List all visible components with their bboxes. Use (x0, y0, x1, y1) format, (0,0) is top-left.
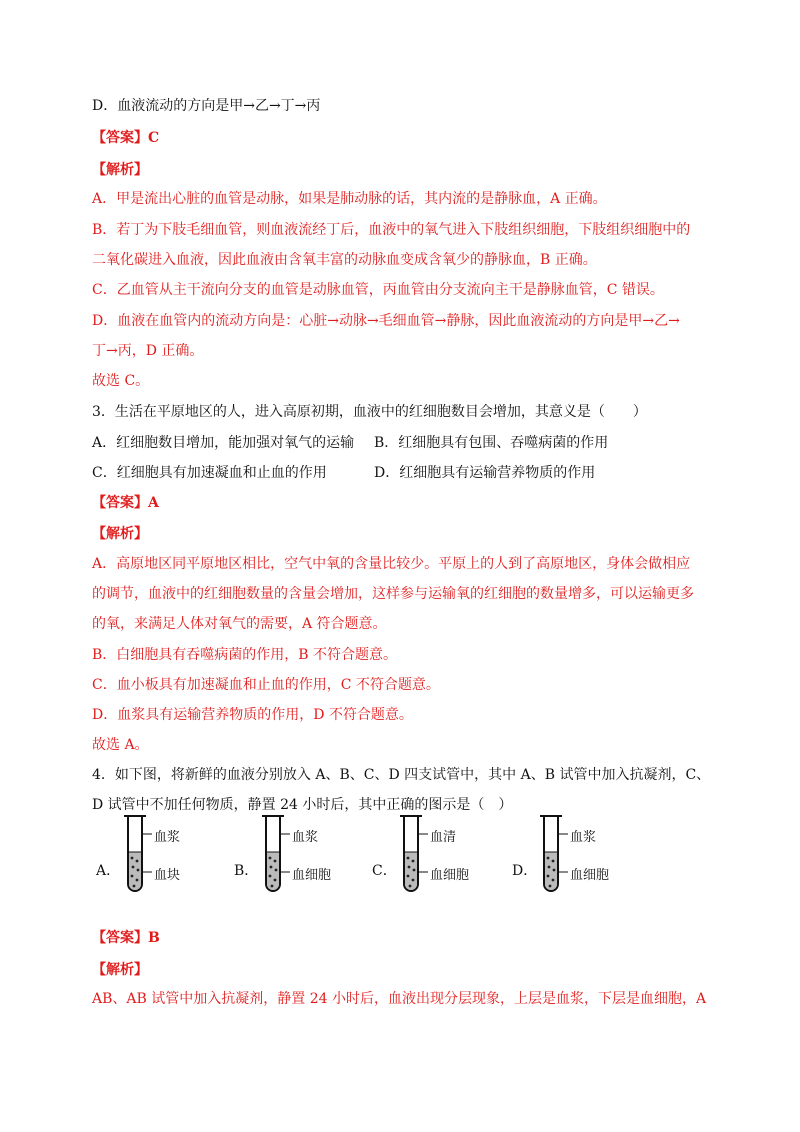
tube-bottom-label: 血细胞 (292, 868, 332, 883)
q3-option-a: A．红细胞数目增加，能加强对氧气的运输 (92, 435, 355, 451)
q2-analysis-line: B．若丁为下肢毛细血管，则血液流经丁后，血液中的氧气进入下肢组织细胞，下肢组织细胞中的 (92, 222, 691, 238)
label-leader-lines (142, 812, 154, 902)
label-leader-lines (558, 812, 570, 902)
tube-top-label: 血清 (430, 830, 457, 845)
q3-analysis-title: 【解析】 (92, 526, 148, 542)
q3-answer: 【答案】A (92, 495, 159, 511)
q2-analysis-line: 丁→丙，D 正确。 (92, 343, 204, 359)
q3-analysis-line: A．高原地区同平原地区相比，空气中氧的含量比较少。平原上的人到了高原地区，身体会做相应 (92, 556, 691, 572)
tube-figure-b (234, 812, 364, 902)
q2-analysis-title: 【解析】 (92, 162, 148, 178)
label-leader-lines (418, 812, 430, 902)
q2-option-d: D．血液流动的方向是甲→乙→丁→丙 (92, 98, 321, 114)
q3-option-b: B．红细胞具有包围、吞噬病菌的作用 (374, 435, 609, 451)
q2-analysis-line: C．乙血管从主干流向分支的血管是动脉血管，丙血管由分支流向主干是静脉血管，C 错误。 (92, 282, 664, 298)
q4-stem-line1: 4．如下图，将新鲜的血液分别放入 A、B、C、D 四支试管中，其中 A、B 试管中加入抗凝剂，C、 (92, 767, 711, 783)
q3-analysis-line: D．血浆具有运输营养物质的作用，D 不符合题意。 (92, 707, 413, 723)
figure-letter: C． (372, 863, 397, 879)
q3-stem: 3．生活在平原地区的人，进入高原初期，血液中的红细胞数目会增加，其意义是（ ） (92, 404, 647, 420)
tube-top-label: 血浆 (292, 830, 319, 845)
tube-figure-c (372, 812, 502, 902)
q2-analysis-line: D．血液在血管内的流动方向是：心脏→动脉→毛细血管→静脉，因此血液流动的方向是甲→乙→ (92, 313, 680, 329)
label-leader-lines (280, 812, 292, 902)
q3-analysis-line: C．血小板具有加速凝血和止血的作用，C 不符合题意。 (92, 677, 440, 693)
figure-letter: A． (96, 863, 121, 879)
q2-analysis-line: A．甲是流出心脏的血管是动脉，如果是肺动脉的话，其内流的是静脉血，A 正确。 (92, 191, 607, 207)
q3-conclusion: 故选 A。 (92, 737, 149, 753)
tube-bottom-label: 血块 (154, 868, 181, 883)
q3-option-c: C．红细胞具有加速凝血和止血的作用 (92, 465, 327, 481)
q3-option-d: D．红细胞具有运输营养物质的作用 (374, 465, 596, 481)
q4-analysis-title: 【解析】 (92, 962, 148, 978)
q2-answer: 【答案】C (92, 130, 160, 146)
tube-bottom-label: 血细胞 (430, 868, 470, 883)
tube-figure-a (96, 812, 226, 902)
q3-analysis-line: 的调节，血液中的红细胞数量的含量会增加，这样参与运输氧的红细胞的数量增多，可以运输更多 (92, 586, 694, 602)
figure-letter: D． (512, 863, 538, 879)
q4-stem-line2: D 试管中不加任何物质，静置 24 小时后，其中正确的图示是（ ） (92, 797, 513, 813)
tube-top-label: 血浆 (570, 830, 597, 845)
q3-analysis-line: 的氧，来满足人体对氧气的需要，A 符合题意。 (92, 616, 387, 632)
q2-conclusion: 故选 C。 (92, 373, 150, 389)
q2-analysis-line: 二氧化碳进入血液，因此血液由含氧丰富的动脉血变成含氧少的静脉血，B 正确。 (92, 252, 597, 268)
tube-figure-d (512, 812, 642, 902)
tube-bottom-label: 血细胞 (570, 868, 610, 883)
figure-letter: B． (234, 863, 259, 879)
q4-analysis-line: AB、AB 试管中加入抗凝剂，静置 24 小时后，血液出现分层现象，上层是血浆，下层是血细胞，A (92, 991, 707, 1007)
q3-analysis-line: B．白细胞具有吞噬病菌的作用，B 不符合题意。 (92, 647, 398, 663)
q4-answer: 【答案】B (92, 930, 160, 946)
tube-top-label: 血浆 (154, 830, 181, 845)
